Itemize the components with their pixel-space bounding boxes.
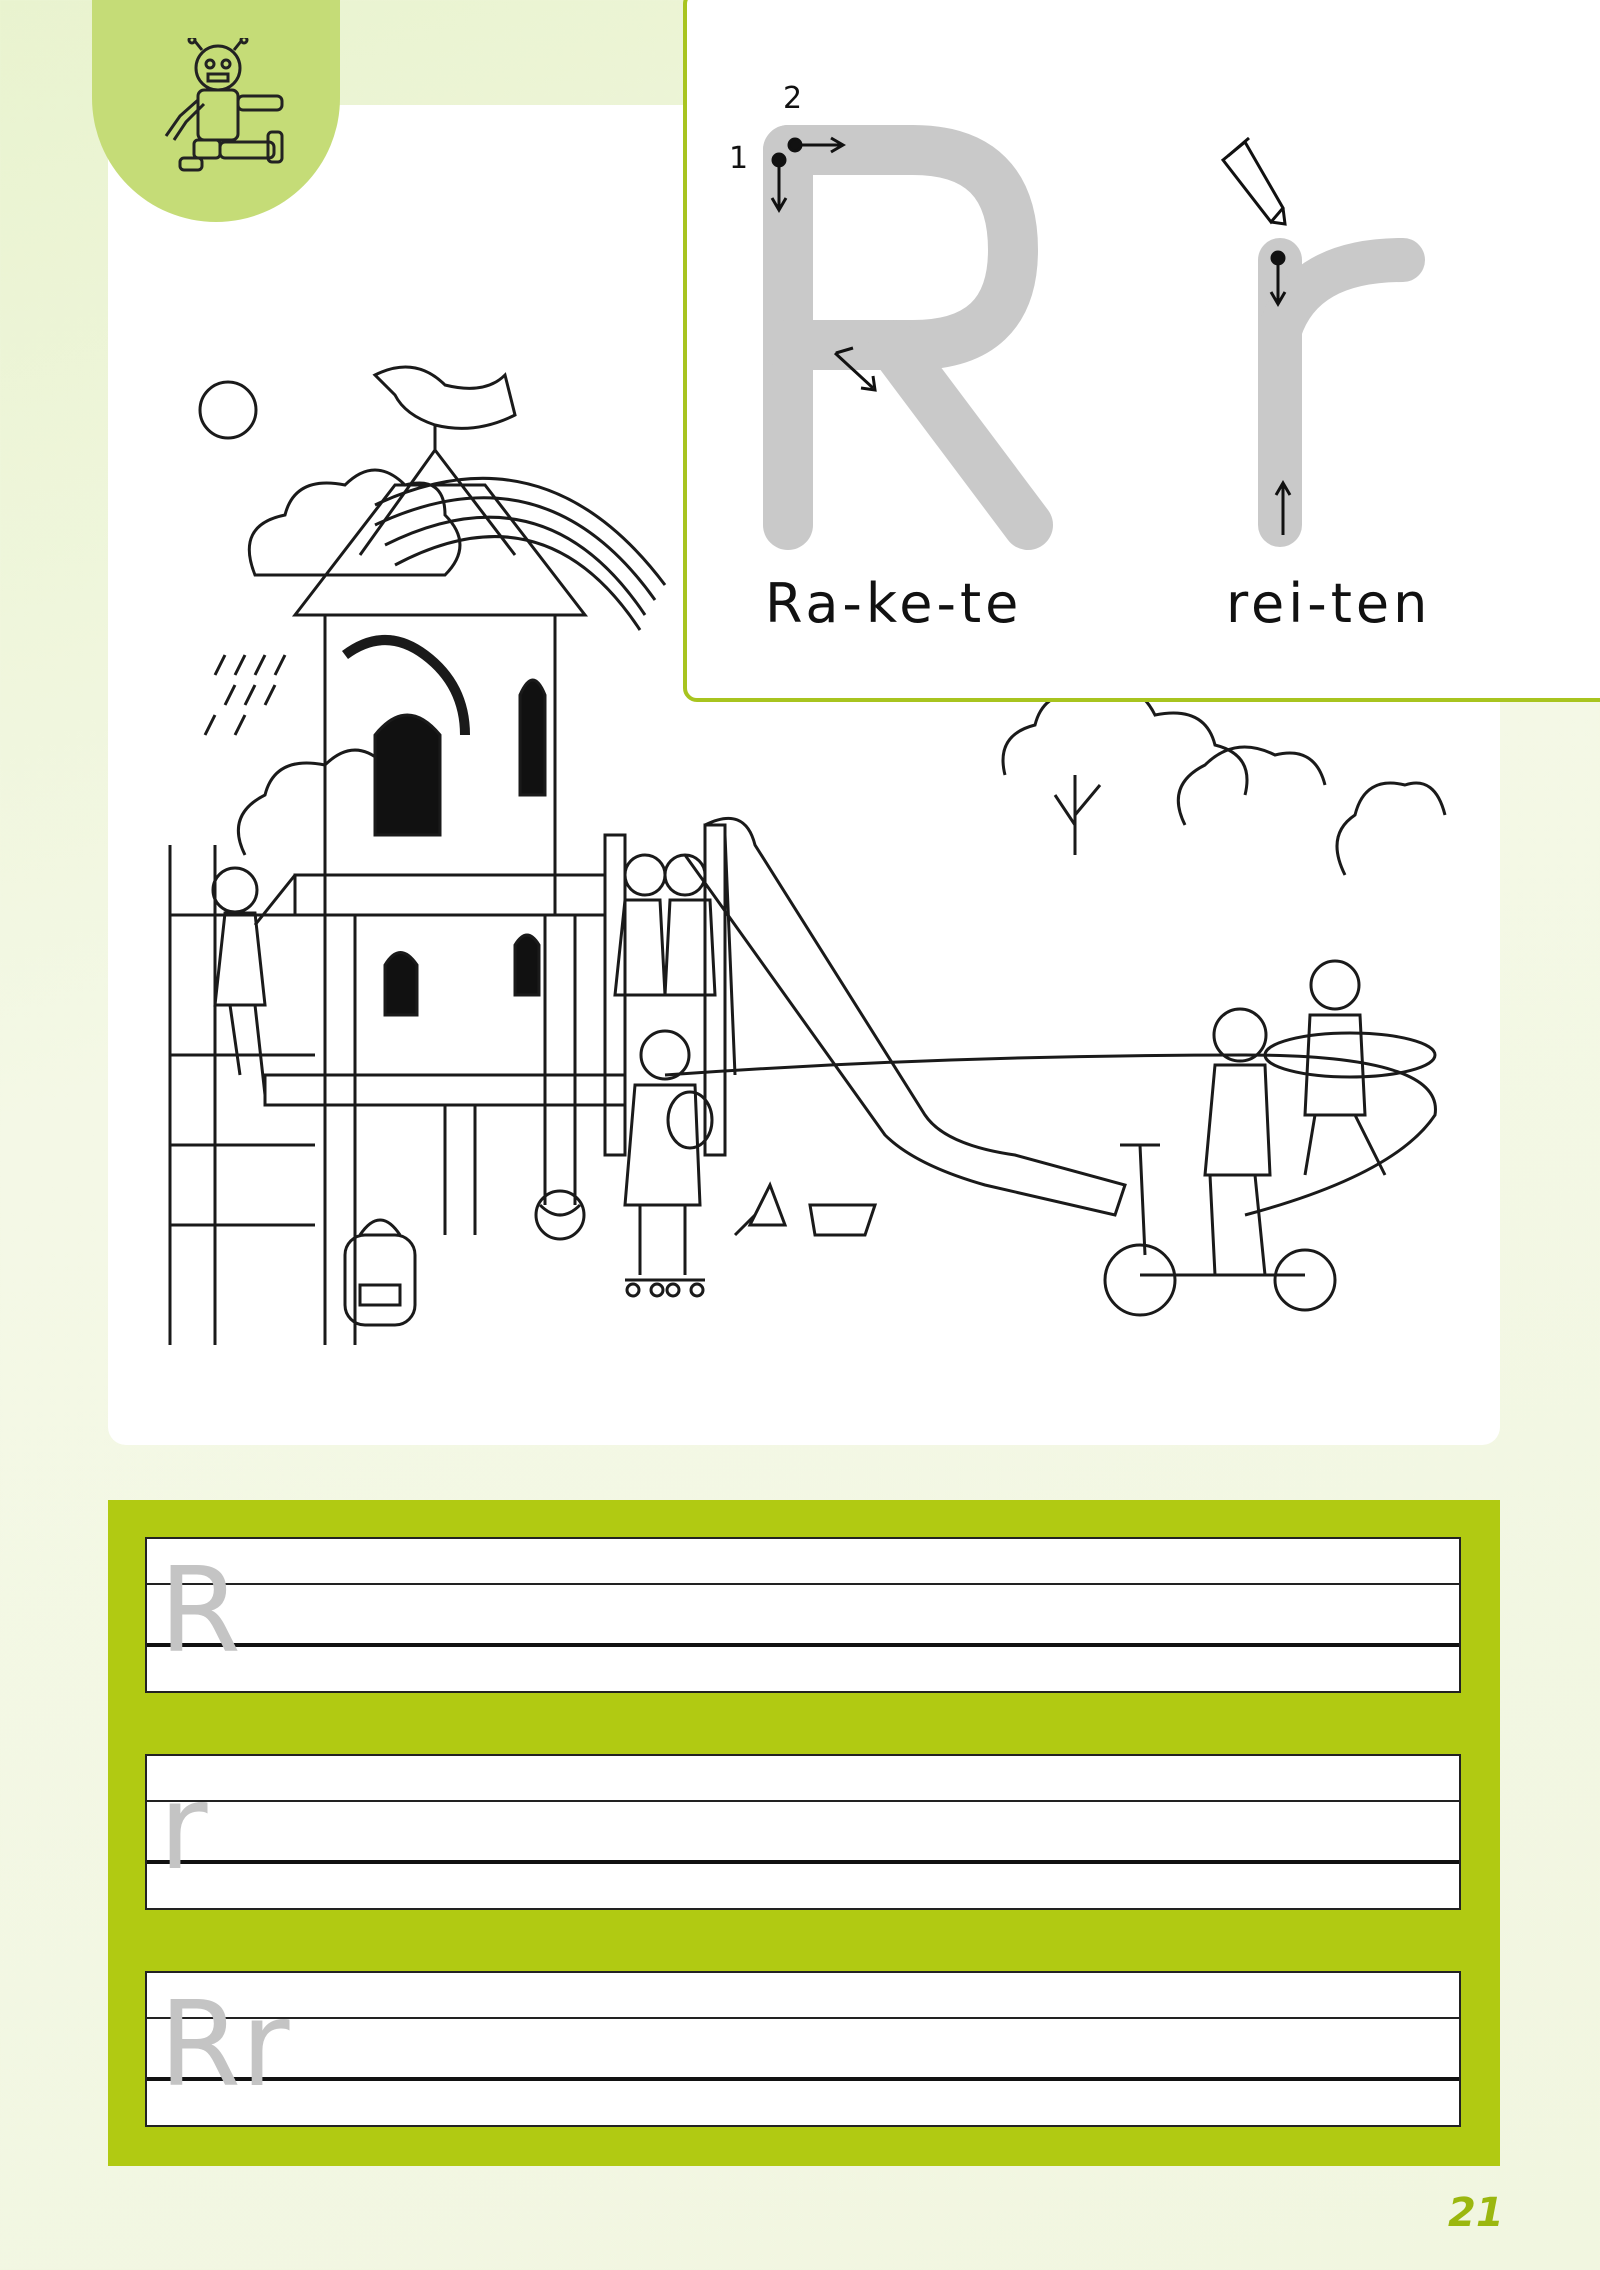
trace-letter-lowercase: r [159,1758,208,1896]
trace-letter-uppercase: R [159,1541,241,1679]
writing-line-row-1[interactable] [145,1537,1461,1693]
word-lowercase: rei-ten [1226,572,1432,635]
trace-letter-pair: Rr [159,1975,290,2113]
pencil-icon [1223,138,1285,224]
uppercase-r-guide [788,150,1028,525]
writing-line-row-2[interactable] [145,1754,1461,1910]
robot-icon [128,38,308,188]
stroke-number-2: 2 [783,81,803,116]
lowercase-r-guide [1280,260,1403,525]
stroke-number-1: 1 [729,141,749,176]
writing-line-row-3[interactable] [145,1971,1461,2127]
page-number: 21 [1448,2190,1504,2236]
letter-tracing-area [683,0,1600,620]
word-uppercase: Ra-ke-te [765,572,1023,635]
